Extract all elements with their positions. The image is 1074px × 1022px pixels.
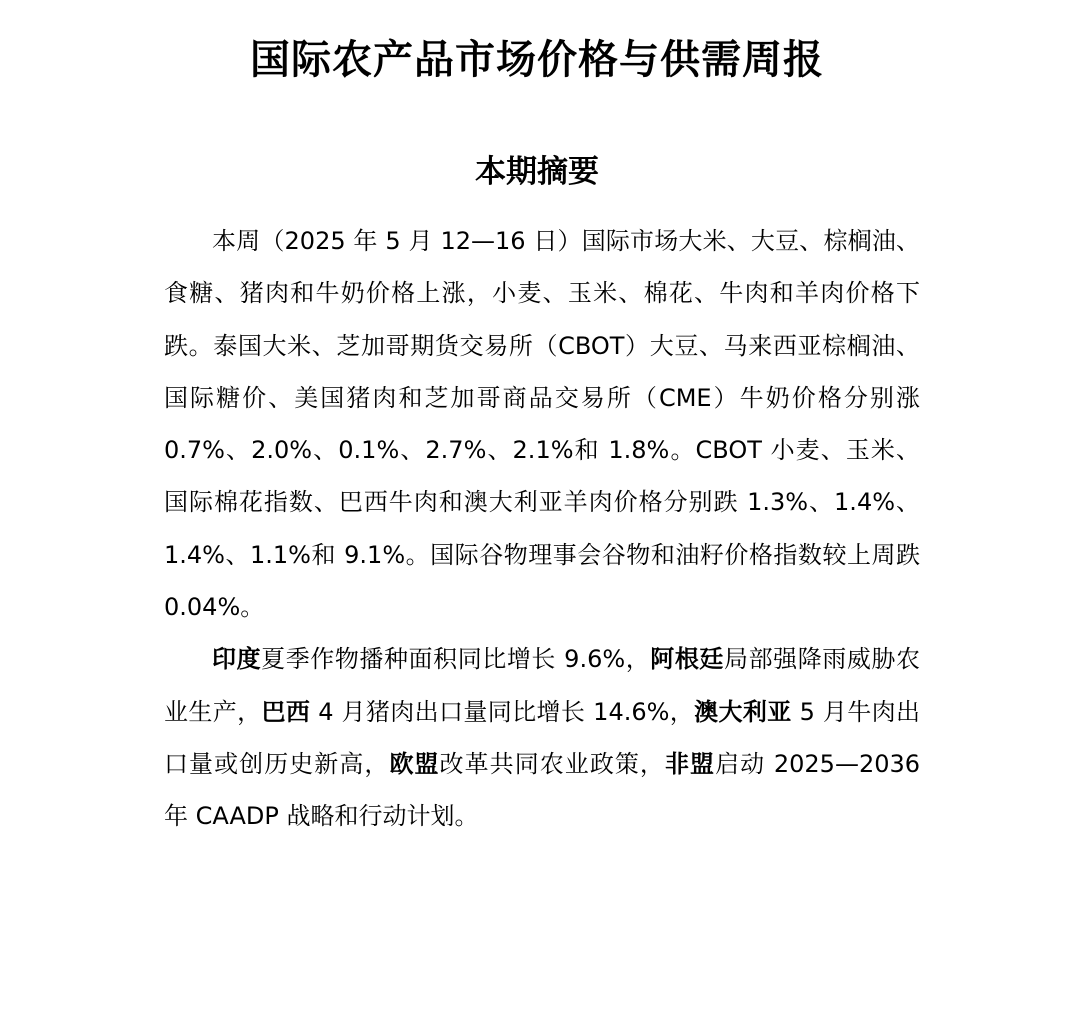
argentina-text: 局部强降雨威胁农业生产， — [164, 645, 921, 726]
region-eu: 欧盟 — [389, 748, 440, 778]
region-india: 印度 — [212, 644, 262, 674]
summary-heading: 本期摘要 — [475, 154, 599, 190]
brazil-text: 4 月猪肉出口量同比增长 14.6%， — [310, 697, 695, 726]
eu-text: 改革共同农业政策， — [439, 749, 665, 778]
summary-paragraph-1: 本周（2025 年 5 月 12—16 日）国际市场大米、大豆、棕榈油、食糖、猪肉和牛奶价格上涨，小麦、玉米、棉花、牛肉和羊肉价格下跌。泰国大米、芝加哥期货交易所（CBOT）大豆、马来西亚棕榈油、国际糖价、美国猪肉和芝加哥商品交易所（CME）牛奶价格分别涨 0.7%、2.0%、0.1%、2.7%、2.1%和 1.8%。CBOT 小麦、玉米、国际棉花指数、巴西牛肉和澳大利亚羊肉价格分别跌 1.3%、1.4%、1.4%、1.1%和 9.1%。国际谷物理事会谷物和油籽价格指数较上周跌 0.04%。 — [164, 227, 920, 622]
region-african-union: 非盟 — [664, 748, 716, 778]
australia-text: 5 月牛肉出口量或创历史新高， — [164, 697, 921, 778]
india-text: 夏季作物播种面积同比增长 9.6%， — [261, 645, 651, 674]
region-argentina: 阿根廷 — [650, 644, 725, 674]
summary-paragraph-2 — [164, 633, 920, 842]
summary-body — [164, 215, 920, 843]
document-title: 国际农产品市场价格与供需周报 — [250, 36, 824, 83]
african-union-text: 启动 2025—2036 年 CAADP 战略和行动计划。 — [164, 749, 921, 831]
region-brazil: 巴西 — [261, 696, 311, 726]
region-australia: 澳大利亚 — [694, 696, 792, 726]
